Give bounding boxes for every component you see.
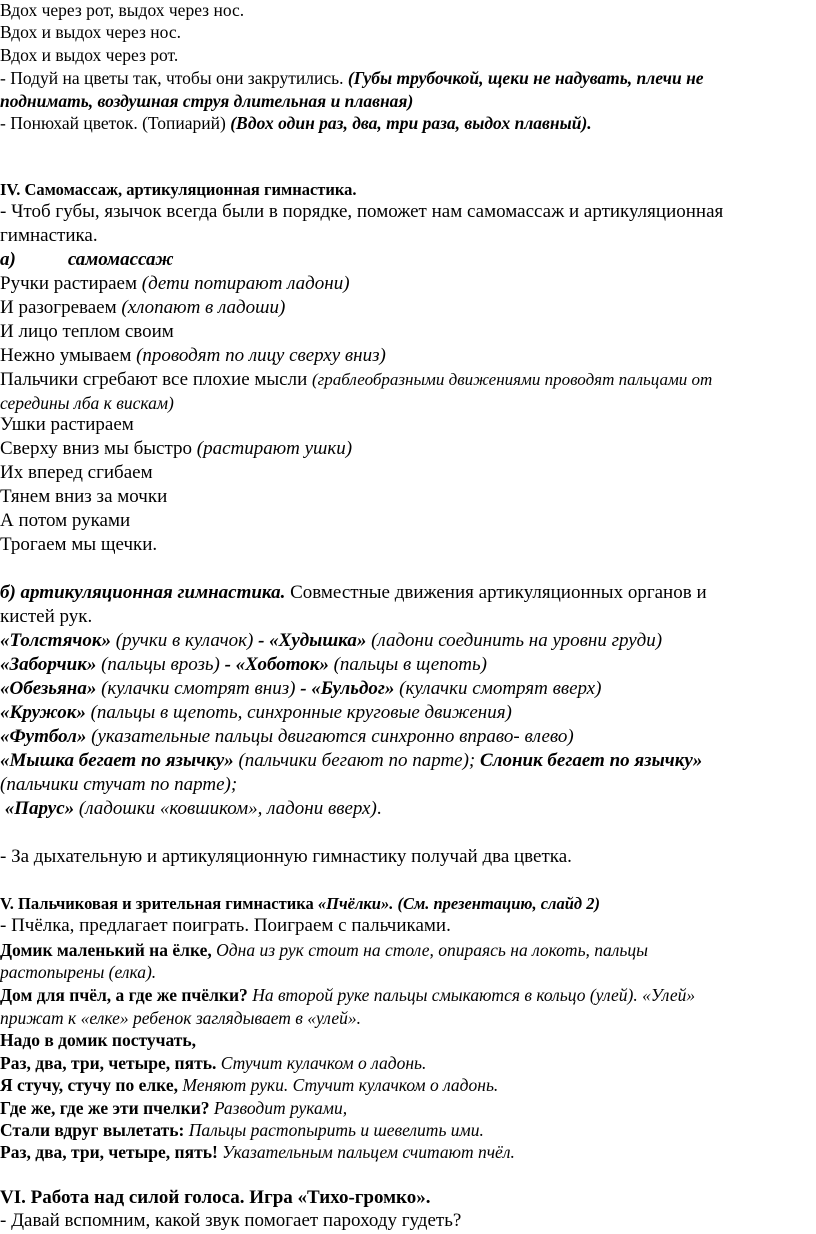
exercise-line: «Заборчик» (пальцы врозь) - «Хоботок» (пальцы в щепоть) — [0, 654, 487, 675]
text-line: - За дыхательную и артикуляционную гимнастику получай два цветка. — [0, 846, 572, 867]
text-line: прижат к «елке» ребенок заглядывает в «улей». — [0, 1008, 361, 1028]
section-heading: V. Пальчиковая и зрительная гимнастика «Пчёлки». (См. презентацию, слайд 2) — [0, 894, 600, 913]
text-line: Домик маленький на ёлке, Одна из рук стоит на столе, опираясь на локоть, пальцы — [0, 940, 648, 960]
text-line: И разогреваем (хлопают в ладоши) — [0, 297, 286, 318]
exercise-line: «Мышка бегает по язычку» (пальчики бегают по парте); Слоник бегает по язычку» — [0, 750, 703, 771]
subsection-heading: б) артикуляционная гимнастика. Совместные движения артикуляционных органов и — [0, 582, 707, 603]
section-heading: VI. Работа над силой голоса. Игра «Тихо-громко». — [0, 1187, 431, 1208]
text-line: Нежно умываем (проводят по лицу сверху вниз) — [0, 345, 386, 366]
text-line: Сверху вниз мы быстро (растирают ушки) — [0, 438, 353, 459]
text-line: гимнастика. — [0, 225, 98, 246]
text-line: - Понюхай цветок. (Топиарий) (Вдох один раз, два, три раза, выдох плавный). — [0, 113, 592, 133]
text-line: А потом руками — [0, 510, 131, 531]
text-line: Пальчики сгребают все плохие мысли (граблеобразными движениями проводят пальцами от — [0, 369, 713, 390]
section-heading: IV. Самомассаж, артикуляционная гимнастика. — [0, 180, 357, 199]
text-line: - Подуй на цветы так, чтобы они закрутились. (Губы трубочкой, щеки не надувать, плечи не — [0, 68, 704, 88]
text-line: Стали вдруг вылетать: Пальцы растопырить и шевелить ими. — [0, 1120, 484, 1140]
text-line: Трогаем мы щечки. — [0, 534, 158, 555]
exercise-line: (пальчики стучат по парте); — [0, 774, 238, 795]
text-line: Надо в домик постучать, — [0, 1030, 197, 1050]
text-line: середины лба к вискам) — [0, 393, 174, 413]
exercise-line: «Обезьяна» (кулачки смотрят вниз) - «Бульдог» (кулачки смотрят вверх) — [0, 678, 602, 699]
text-line: - Пчёлка, предлагает поиграть. Поиграем с пальчиками. — [0, 915, 451, 936]
text-line: Вдох и выдох через рот. — [0, 45, 179, 65]
text-line: Вдох через рот, выдох через нос. — [0, 0, 245, 20]
text-line: - Чтоб губы, язычок всегда были в порядке, поможет нам самомассаж и артикуляционная — [0, 201, 724, 222]
text-line: Вдох и выдох через нос. — [0, 22, 181, 42]
text-line: поднимать, воздушная струя длительная и плавная) — [0, 91, 414, 111]
text-line: растопырены (елка). — [0, 962, 157, 982]
text-line: Раз, два, три, четыре, пять! Указательным пальцем считают пчёл. — [0, 1142, 515, 1162]
exercise-line: «Кружок» (пальцы в щепоть, синхронные круговые движения) — [0, 702, 512, 723]
text-line: - Давай вспомним, какой звук помогает пароходу гудеть? — [0, 1210, 462, 1231]
text-line: Их вперед сгибаем — [0, 462, 153, 483]
text-line: Дом для пчёл, а где же пчёлки? На второй руке пальцы смыкаются в кольцо (улей). «Улей» — [0, 985, 696, 1005]
text-line: Я стучу, стучу по елке, Меняют руки. Стучит кулачком о ладонь. — [0, 1075, 499, 1095]
exercise-line: «Толстячок» (ручки в кулачок) - «Худышка» (ладони соединить на уровни груди) — [0, 630, 663, 651]
text-line: Раз, два, три, четыре, пять. Стучит кулачком о ладонь. — [0, 1053, 427, 1073]
subsection-heading: а) самомассаж — [0, 249, 174, 270]
text-line: И лицо теплом своим — [0, 321, 174, 342]
text-line: Где же, где же эти пчелки? Разводит руками, — [0, 1098, 348, 1118]
text-line: Ручки растираем (дети потирают ладони) — [0, 273, 350, 294]
text-line: кистей рук. — [0, 606, 93, 627]
exercise-line: «Футбол» (указательные пальцы двигаются синхронно вправо- влево) — [0, 726, 574, 747]
exercise-line: «Парус» (ладошки «ковшиком», ладони вверх). — [4, 798, 382, 819]
text-line: Ушки растираем — [0, 414, 134, 435]
text-line: Тянем вниз за мочки — [0, 486, 168, 507]
